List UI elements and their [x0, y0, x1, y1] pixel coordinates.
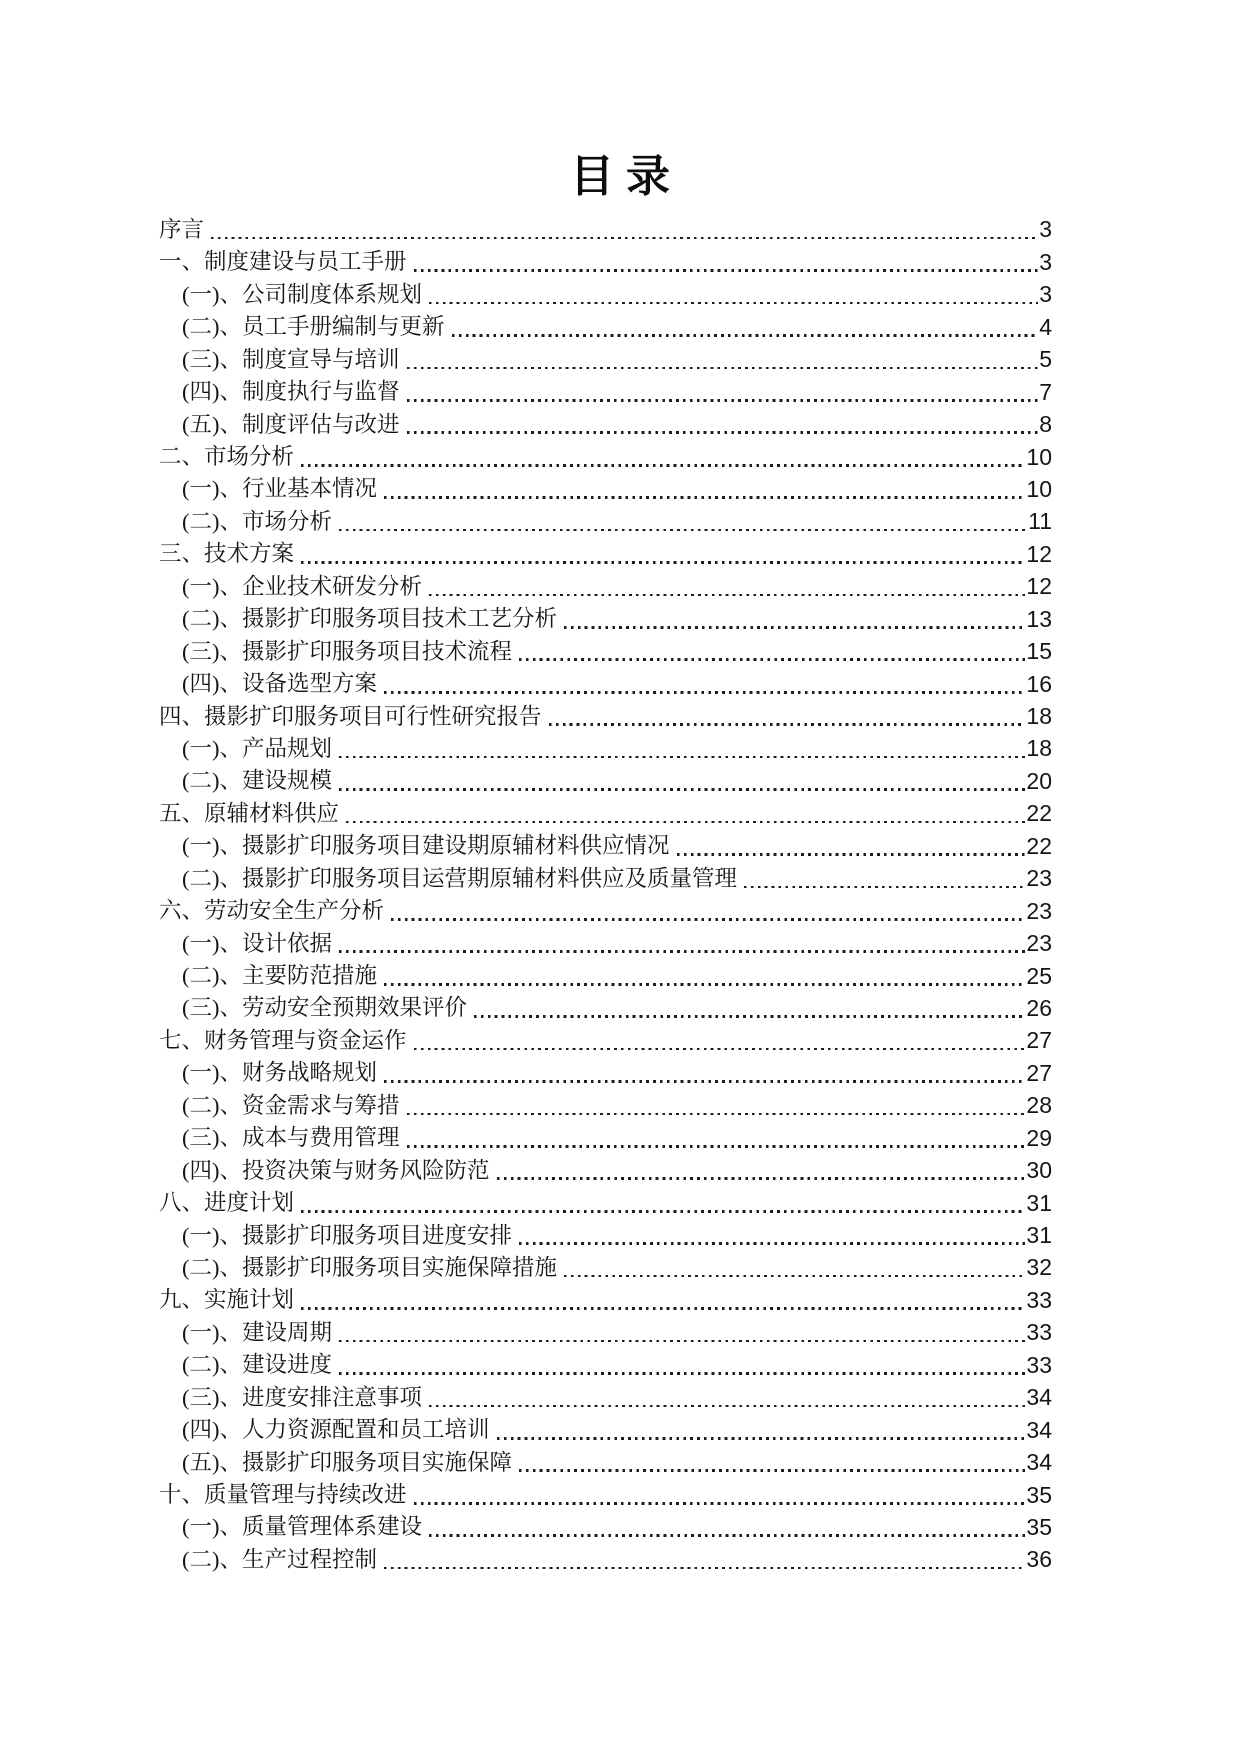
toc-entry-text: (四)、投资决策与财务风险防范 — [182, 1157, 490, 1183]
page-number: 16 — [1026, 670, 1052, 697]
toc-entry[interactable] — [159, 1280, 1052, 1312]
dot-leader — [414, 1502, 1026, 1505]
page-number: 35 — [1026, 1513, 1052, 1540]
page-number: 28 — [1026, 1092, 1052, 1119]
toc-entry-text: (一)、产品规划 — [182, 735, 332, 761]
toc-entry[interactable] — [159, 1313, 1052, 1345]
toc-entry[interactable] — [159, 989, 1052, 1021]
dot-leader — [339, 529, 1027, 532]
toc-entry-text: (一)、企业技术研发分析 — [182, 573, 422, 599]
page-number: 3 — [1039, 248, 1052, 275]
toc-entry-text: (四)、人力资源配置和员工培训 — [182, 1417, 490, 1443]
dot-leader — [384, 1567, 1025, 1570]
toc-entry[interactable] — [159, 372, 1052, 404]
dot-leader — [301, 1307, 1025, 1310]
toc-entry[interactable] — [159, 1540, 1052, 1572]
toc-entry-text: (三)、摄影扩印服务项目技术流程 — [182, 638, 512, 664]
toc-entry-text: (一)、建设周期 — [182, 1319, 332, 1345]
toc-list — [159, 210, 1052, 1572]
toc-entry-text: 九、实施计划 — [159, 1287, 295, 1313]
page-number: 23 — [1026, 865, 1052, 892]
toc-entry-text: (一)、摄影扩印服务项目建设期原辅材料供应情况 — [182, 833, 670, 859]
toc-entry-text: (二)、摄影扩印服务项目技术工艺分析 — [182, 606, 557, 632]
toc-entry-text: (二)、资金需求与筹措 — [182, 1092, 400, 1118]
toc-entry-text: (五)、摄影扩印服务项目实施保障 — [182, 1449, 512, 1475]
dot-leader — [301, 1210, 1025, 1213]
page-title: 目录 — [570, 152, 682, 201]
page-number: 27 — [1026, 1027, 1052, 1054]
toc-entry-text: (二)、建设规模 — [182, 768, 332, 794]
page-number: 18 — [1026, 735, 1052, 762]
toc-entry[interactable] — [159, 924, 1052, 956]
toc-entry-text: (二)、摄影扩印服务项目运营期原辅材料供应及质量管理 — [182, 865, 737, 891]
dot-leader — [497, 1177, 1026, 1180]
dot-leader — [407, 367, 1039, 370]
toc-entry-text: 一、制度建设与员工手册 — [159, 249, 407, 275]
toc-entry-text: (三)、进度安排注意事项 — [182, 1384, 422, 1410]
page-number: 36 — [1026, 1546, 1052, 1573]
page-number: 31 — [1026, 1222, 1052, 1248]
toc-entry[interactable] — [159, 1443, 1052, 1475]
toc-entry-text: (一)、行业基本情况 — [182, 476, 377, 502]
dot-leader — [429, 1405, 1025, 1408]
toc-entry[interactable] — [159, 1118, 1052, 1150]
toc-entry[interactable] — [159, 859, 1052, 891]
dot-leader — [346, 821, 1025, 824]
toc-entry-text: (二)、主要防范措施 — [182, 963, 377, 988]
toc-entry[interactable] — [159, 599, 1052, 631]
toc-entry[interactable] — [159, 275, 1052, 307]
toc-entry[interactable] — [159, 1475, 1052, 1507]
dot-leader — [564, 626, 1025, 629]
dot-leader — [519, 1469, 1025, 1472]
toc-entry[interactable] — [159, 1053, 1052, 1085]
dot-leader — [211, 237, 1038, 240]
toc-entry-text: (二)、摄影扩印服务项目实施保障措施 — [182, 1254, 557, 1280]
dot-leader — [414, 269, 1039, 272]
page-number: 10 — [1026, 475, 1052, 502]
dot-leader — [429, 302, 1038, 305]
toc-entry[interactable] — [159, 1410, 1052, 1442]
dot-leader — [301, 464, 1025, 467]
toc-entry[interactable] — [159, 405, 1052, 437]
page-number: 23 — [1026, 930, 1052, 957]
toc-entry-text: 六、劳动安全生产分析 — [159, 898, 385, 924]
page-number: 22 — [1026, 832, 1052, 859]
dot-leader — [519, 1242, 1025, 1245]
page-number: 12 — [1026, 540, 1052, 567]
page-number: 5 — [1039, 346, 1052, 373]
dot-leader — [384, 983, 1025, 986]
toc-entry-text: 二、市场分析 — [159, 444, 295, 469]
dot-leader — [301, 561, 1025, 564]
toc-entry-text: (一)、摄影扩印服务项目进度安排 — [182, 1222, 512, 1248]
toc-entry-text: (一)、设计依据 — [182, 930, 332, 956]
dot-leader — [677, 853, 1026, 856]
dot-leader — [339, 756, 1025, 759]
toc-entry[interactable] — [159, 242, 1052, 274]
toc-entry[interactable] — [159, 1345, 1052, 1377]
dot-leader — [744, 886, 1025, 889]
toc-entry-text: (四)、设备选型方案 — [182, 671, 377, 697]
page-number: 27 — [1026, 1059, 1052, 1086]
dot-leader — [407, 431, 1039, 434]
toc-entry-text: (四)、制度执行与监督 — [182, 379, 400, 405]
page-number: 34 — [1026, 1449, 1052, 1476]
dot-leader — [497, 1437, 1026, 1440]
toc-entry-text: (三)、劳动安全预期效果评价 — [182, 995, 467, 1021]
page-number: 25 — [1026, 962, 1052, 989]
toc-entry[interactable] — [159, 1086, 1052, 1118]
toc-entry[interactable] — [159, 697, 1052, 729]
dot-leader — [452, 334, 1039, 337]
page-number: 33 — [1026, 1351, 1052, 1378]
toc-entry[interactable] — [159, 340, 1052, 372]
toc-entry[interactable] — [159, 534, 1052, 566]
dot-leader — [339, 1340, 1025, 1343]
page-number: 12 — [1026, 573, 1052, 600]
page-number: 35 — [1026, 1481, 1052, 1508]
toc-entry-text: 五、原辅材料供应 — [159, 800, 340, 826]
page-number: 34 — [1026, 1384, 1052, 1411]
page-number: 33 — [1026, 1286, 1052, 1313]
page-number: 8 — [1039, 411, 1052, 438]
toc-entry[interactable] — [159, 956, 1052, 988]
dot-leader — [339, 1372, 1025, 1375]
toc-entry[interactable] — [159, 470, 1052, 502]
toc-entry[interactable] — [159, 761, 1052, 793]
page-number: 3 — [1039, 216, 1052, 243]
page-number: 10 — [1026, 443, 1052, 470]
page-number: 15 — [1026, 638, 1052, 665]
dot-leader — [384, 1080, 1025, 1083]
toc-entry-text: 十、质量管理与持续改进 — [159, 1482, 407, 1507]
toc-entry-text: (三)、制度宣导与培训 — [182, 346, 400, 372]
toc-entry[interactable] — [159, 1183, 1052, 1215]
dot-leader — [474, 1015, 1025, 1018]
page-number: 30 — [1026, 1157, 1052, 1184]
page-number: 3 — [1039, 281, 1052, 308]
dot-leader — [519, 658, 1025, 661]
toc-entry[interactable] — [159, 1378, 1052, 1410]
toc-entry-text: 八、进度计划 — [159, 1190, 295, 1216]
page-number: 20 — [1026, 767, 1052, 794]
dot-leader — [407, 1113, 1026, 1116]
toc-entry-text: (一)、公司制度体系规划 — [182, 281, 422, 307]
page-number: 4 — [1039, 313, 1052, 340]
toc-entry[interactable] — [159, 437, 1052, 469]
dot-leader — [429, 1534, 1025, 1537]
page-number: 31 — [1026, 1189, 1052, 1216]
page-number: 11 — [1028, 508, 1052, 535]
dot-leader — [429, 594, 1025, 597]
toc-entry[interactable] — [159, 1021, 1052, 1053]
dot-leader — [549, 723, 1026, 726]
toc-entry-text: 三、技术方案 — [159, 541, 295, 567]
toc-entry[interactable] — [159, 307, 1052, 339]
dot-leader — [339, 788, 1025, 791]
page-number: 7 — [1039, 378, 1052, 405]
toc-entry-text: (一)、财务战略规划 — [182, 1060, 377, 1086]
toc-entry[interactable] — [159, 1508, 1052, 1540]
dot-leader — [407, 1145, 1026, 1148]
dot-leader — [391, 918, 1025, 921]
toc-entry-text: 七、财务管理与资金运作 — [159, 1027, 407, 1053]
toc-entry-text: (二)、市场分析 — [182, 508, 332, 534]
toc-entry-text: (五)、制度评估与改进 — [182, 411, 400, 437]
toc-entry-text: 四、摄影扩印服务项目可行性研究报告 — [159, 703, 542, 729]
toc-entry[interactable] — [159, 794, 1052, 826]
toc-entry[interactable] — [159, 729, 1052, 761]
page-number: 29 — [1026, 1124, 1052, 1151]
toc-entry[interactable] — [159, 210, 1052, 242]
dot-leader — [384, 496, 1025, 499]
toc-entry-text: (一)、质量管理体系建设 — [182, 1514, 422, 1540]
page-number: 23 — [1026, 897, 1052, 924]
toc-entry-text: (二)、生产过程控制 — [182, 1546, 377, 1572]
toc-entry[interactable] — [159, 1248, 1052, 1280]
dot-leader — [407, 399, 1039, 402]
page-number: 13 — [1026, 605, 1052, 632]
toc-entry[interactable] — [159, 567, 1052, 599]
toc-entry[interactable] — [159, 1216, 1052, 1248]
toc-entry[interactable] — [159, 1151, 1052, 1183]
toc-entry[interactable] — [159, 632, 1052, 664]
page-number: 18 — [1026, 703, 1052, 729]
dot-leader — [384, 691, 1025, 694]
page-number: 33 — [1026, 1319, 1052, 1346]
toc-entry-text: (二)、员工手册编制与更新 — [182, 314, 445, 340]
page-number: 26 — [1026, 994, 1052, 1021]
toc-entry-text: 序言 — [159, 216, 205, 242]
page-number: 22 — [1026, 800, 1052, 827]
dot-leader — [564, 1275, 1025, 1278]
toc-entry-text: (二)、建设进度 — [182, 1352, 332, 1378]
toc-entry-text: (三)、成本与费用管理 — [182, 1125, 400, 1151]
page-number: 34 — [1026, 1416, 1052, 1443]
toc-entry[interactable] — [159, 826, 1052, 858]
dot-leader — [339, 950, 1025, 953]
dot-leader — [414, 1048, 1026, 1051]
page-number: 32 — [1026, 1254, 1052, 1281]
toc-entry[interactable] — [159, 664, 1052, 696]
toc-entry[interactable] — [159, 891, 1052, 923]
toc-entry[interactable] — [159, 502, 1052, 534]
